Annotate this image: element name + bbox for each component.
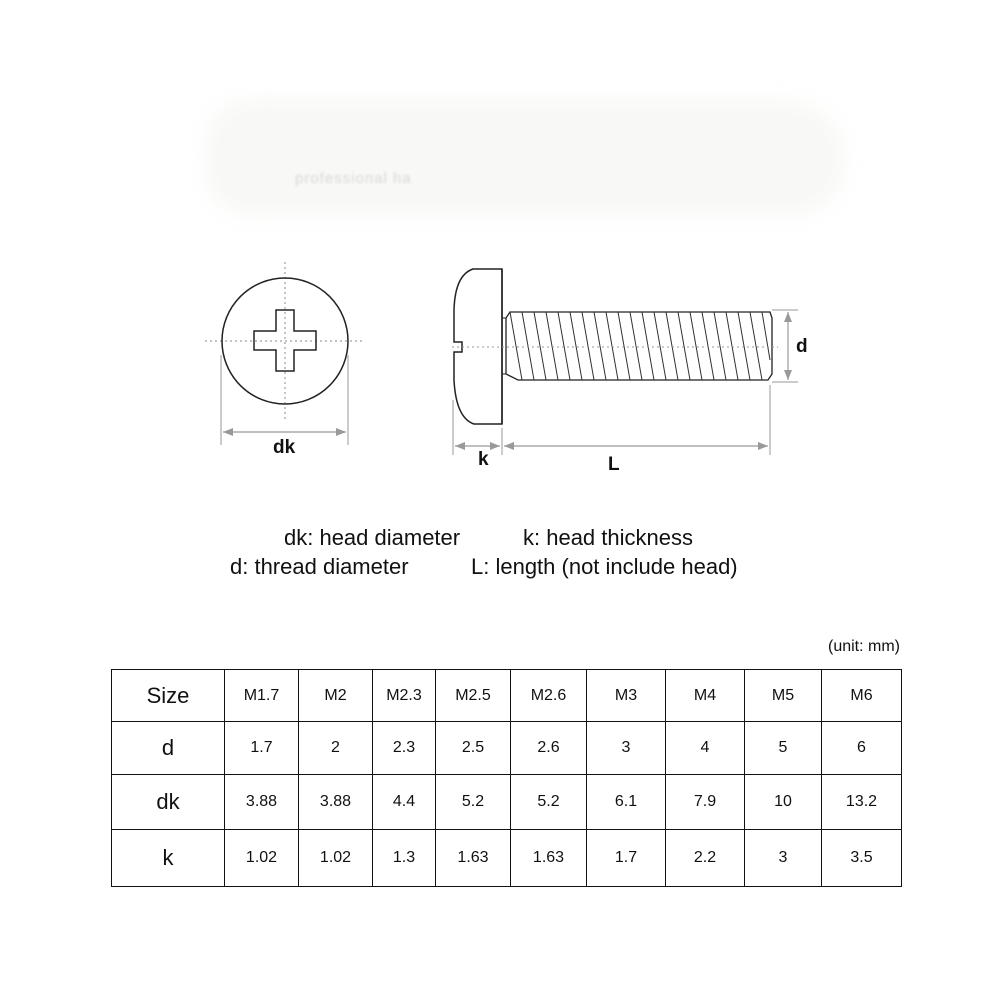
table-cell: 7.9 xyxy=(666,775,745,830)
column-header: M1.7 xyxy=(225,670,299,722)
table-cell: 4 xyxy=(666,722,745,775)
table-cell: 1.63 xyxy=(511,830,587,887)
column-header: M5 xyxy=(745,670,822,722)
table-cell: 3 xyxy=(745,830,822,887)
row-label: d xyxy=(112,722,225,775)
table-cell: 4.4 xyxy=(373,775,436,830)
column-header: M2.3 xyxy=(373,670,436,722)
table-cell: 3 xyxy=(587,722,666,775)
table-row xyxy=(112,830,902,887)
legend-L: L: length (not include head) xyxy=(471,554,738,579)
dk-dimension-label: dk xyxy=(273,437,296,458)
table-cell: 1.7 xyxy=(587,830,666,887)
table-cell: 2.5 xyxy=(436,722,511,775)
table-cell: 1.02 xyxy=(225,830,299,887)
d-dimension-label: d xyxy=(796,336,808,357)
table-cell: 6.1 xyxy=(587,775,666,830)
table-cell: 3.88 xyxy=(225,775,299,830)
table-cell: 1.3 xyxy=(373,830,436,887)
table-cell: 5.2 xyxy=(436,775,511,830)
table-cell: 10 xyxy=(745,775,822,830)
table-cell: 6 xyxy=(822,722,902,775)
column-header: M2.6 xyxy=(511,670,587,722)
table-cell: 5 xyxy=(745,722,822,775)
legend-k: k: head thickness xyxy=(523,525,693,550)
table-cell: 13.2 xyxy=(822,775,902,830)
table-cell: 2.6 xyxy=(511,722,587,775)
size-spec-table xyxy=(111,669,902,887)
k-dimension-label: k xyxy=(478,449,489,470)
column-header: Size xyxy=(112,670,225,722)
column-header: M3 xyxy=(587,670,666,722)
table-cell: 2.3 xyxy=(373,722,436,775)
legend-d: d: thread diameter xyxy=(230,554,409,579)
table-row xyxy=(112,775,902,830)
column-header: M2.5 xyxy=(436,670,511,722)
table-row xyxy=(112,722,902,775)
table-cell: 1.63 xyxy=(436,830,511,887)
head-top-view xyxy=(205,262,362,445)
table-header-row xyxy=(112,670,902,722)
screw-side-view xyxy=(452,269,798,455)
table-cell: 1.7 xyxy=(225,722,299,775)
unit-note: (unit: mm) xyxy=(828,638,900,655)
length-dimension-label: L xyxy=(608,454,620,475)
table-cell: 5.2 xyxy=(511,775,587,830)
table-cell: 1.02 xyxy=(299,830,373,887)
column-header: M6 xyxy=(822,670,902,722)
column-header: M2 xyxy=(299,670,373,722)
row-label: dk xyxy=(112,775,225,830)
table-cell: 3.5 xyxy=(822,830,902,887)
column-header: M4 xyxy=(666,670,745,722)
row-label: k xyxy=(112,830,225,887)
table-cell: 3.88 xyxy=(299,775,373,830)
table-cell: 2 xyxy=(299,722,373,775)
table-cell: 2.2 xyxy=(666,830,745,887)
blurred-watermark-text: professional ha xyxy=(295,170,412,187)
legend-dk: dk: head diameter xyxy=(284,525,461,550)
